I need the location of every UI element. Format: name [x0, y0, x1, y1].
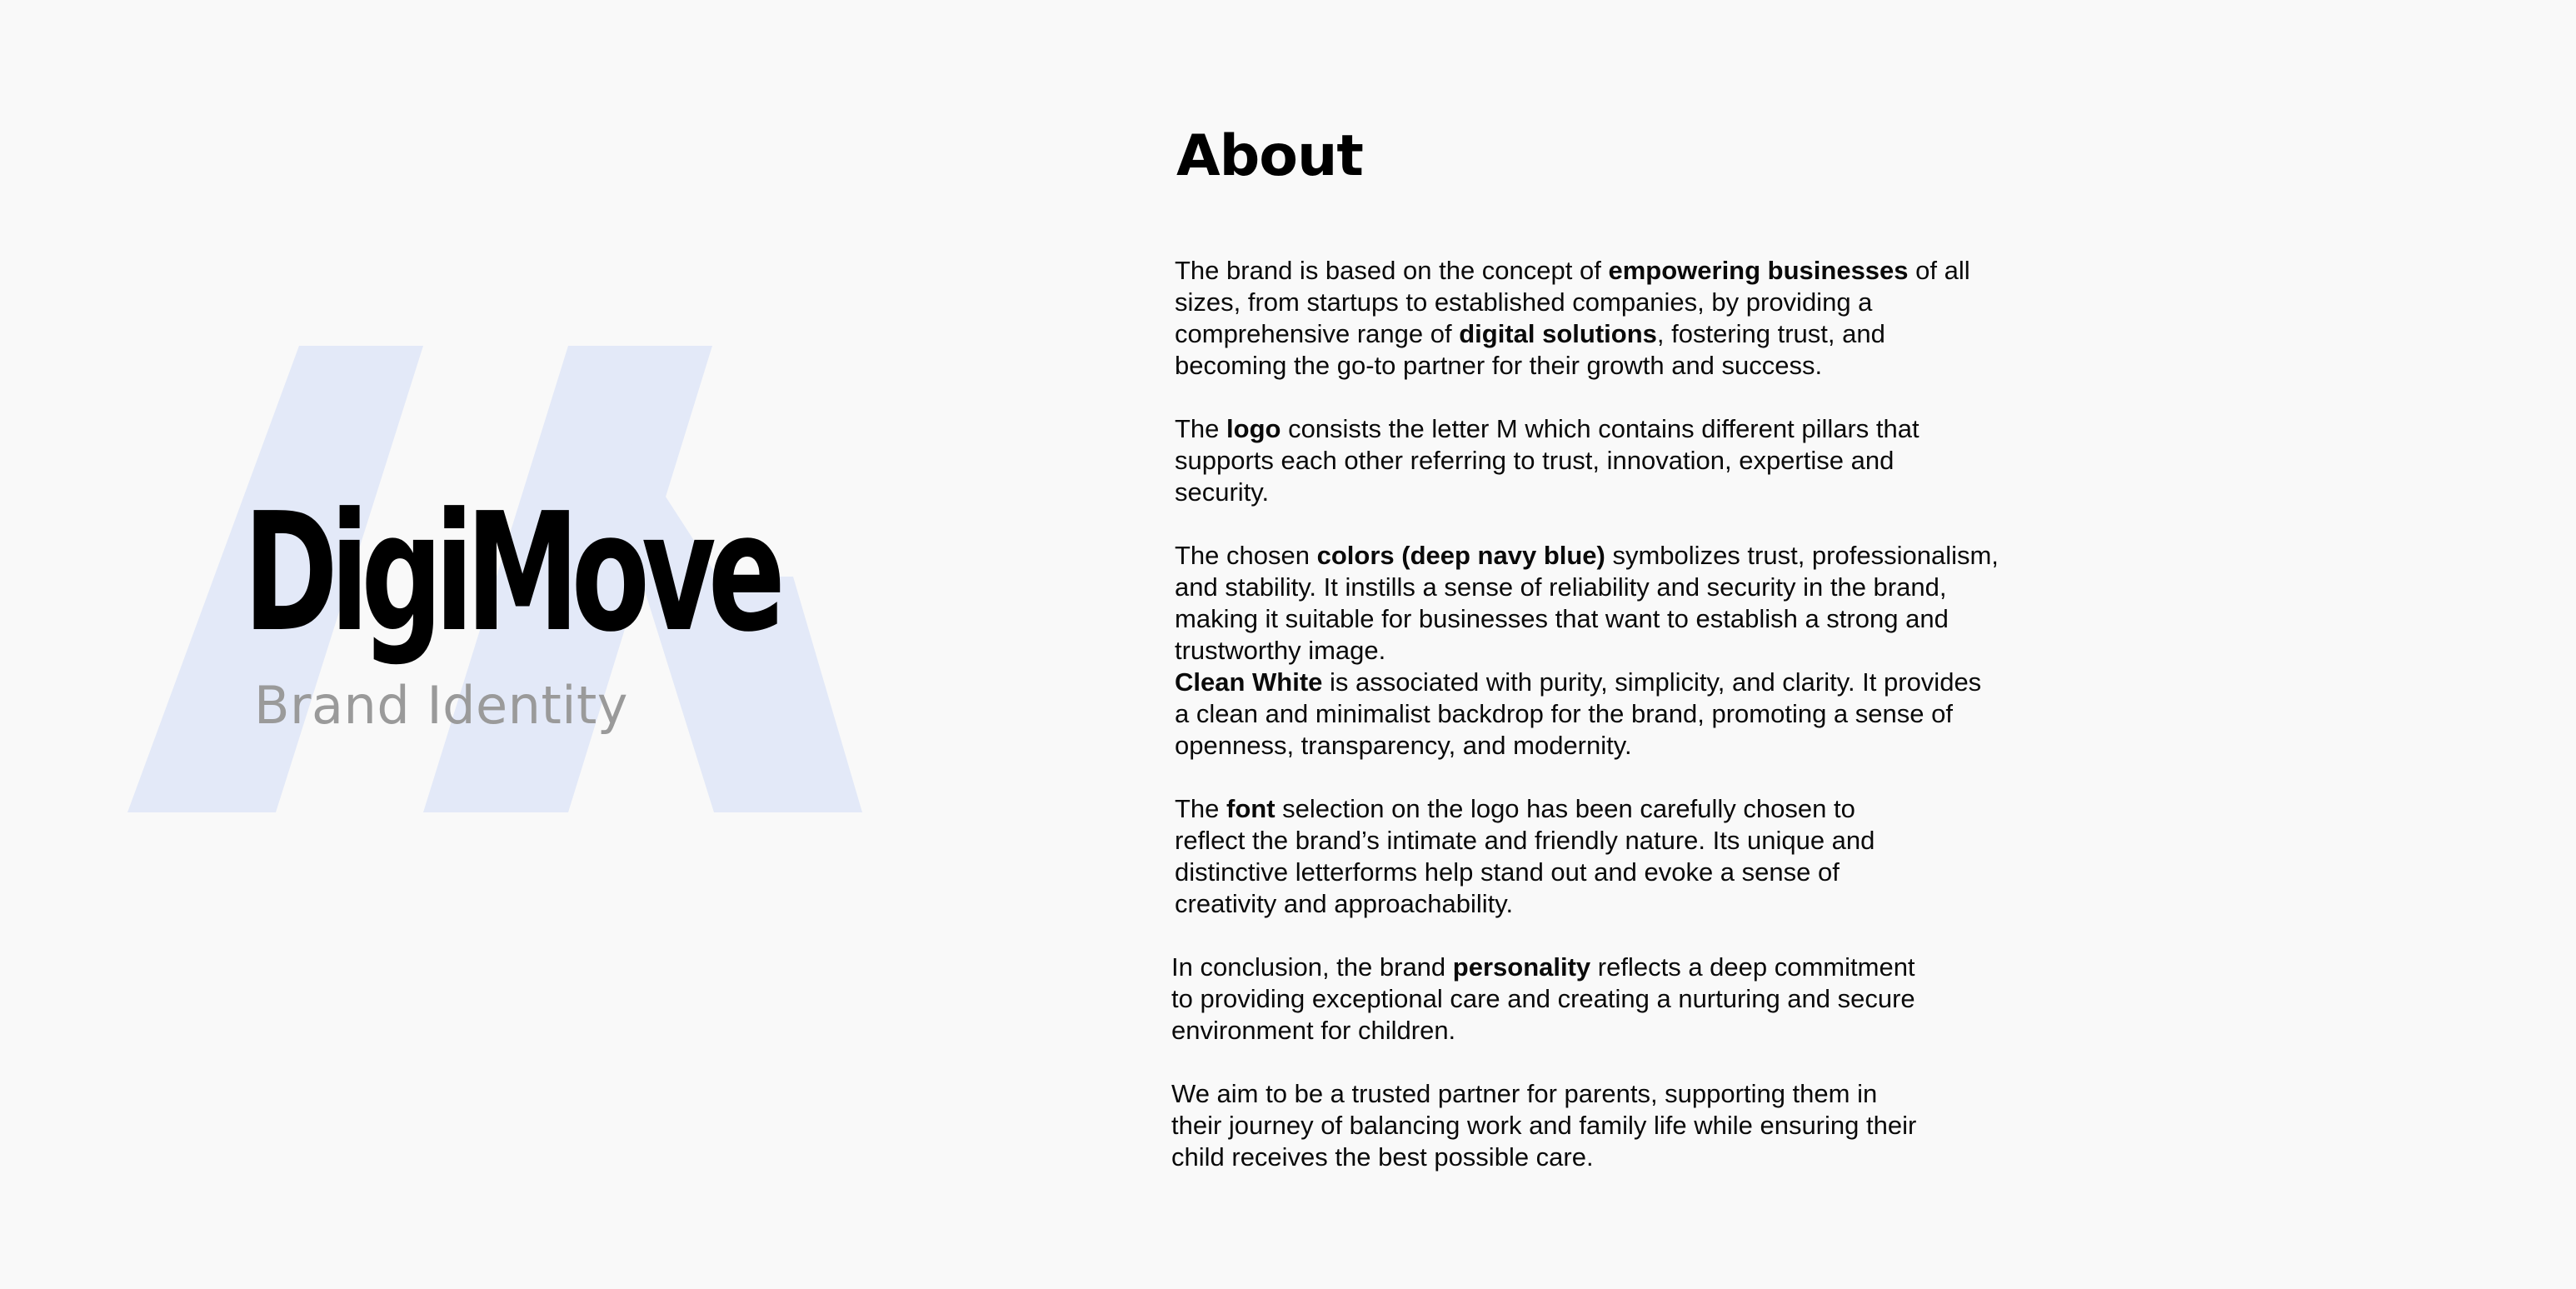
about-line	[1175, 540, 2091, 572]
about-body	[1171, 255, 2091, 1173]
about-emphasis: Clean White	[1175, 667, 1323, 697]
about-line	[1175, 255, 2091, 287]
about-text: making it suitable for businesses that want to establish a strong and	[1175, 604, 1949, 633]
about-text: sizes, from startups to established companies, by providing a	[1175, 287, 1873, 317]
about-text: creativity and approachability.	[1175, 889, 1514, 918]
about-section	[1171, 122, 2091, 1173]
about-text: reflects a deep commitment	[1590, 952, 1915, 982]
about-text: The	[1175, 794, 1227, 823]
about-text: security.	[1175, 477, 1270, 507]
about-emphasis: font	[1226, 794, 1276, 823]
about-text: , fostering trust, and	[1656, 319, 1885, 348]
about-text: their journey of balancing work and family life while ensuring their	[1171, 1111, 1917, 1140]
brand-name: DigiMove	[243, 478, 778, 668]
about-line	[1175, 287, 2091, 318]
about-line	[1175, 667, 2091, 698]
about-line	[1175, 318, 2091, 350]
about-text: environment for children.	[1171, 1016, 1456, 1045]
about-text: distinctive letterforms help stand out and evoke a sense of	[1175, 857, 1840, 887]
about-line	[1171, 1142, 2091, 1173]
about-text: openness, transparency, and modernity.	[1175, 731, 1632, 760]
about-paragraph	[1175, 255, 2091, 382]
about-line	[1171, 952, 2091, 983]
about-text: is associated with purity, simplicity, and clarity. It provides	[1322, 667, 1982, 697]
about-text: The brand is based on the concept of	[1175, 256, 1609, 285]
about-text: becoming the go-to partner for their growth and success.	[1175, 351, 1823, 380]
about-text: consists the letter M which contains different pillars that	[1281, 414, 1920, 443]
about-emphasis: digital solutions	[1459, 319, 1657, 348]
about-paragraph	[1171, 1078, 2091, 1173]
about-text: comprehensive range of	[1175, 319, 1460, 348]
about-text: and stability. It instills a sense of reliability and security in the brand,	[1175, 572, 1947, 602]
about-line	[1175, 825, 2091, 857]
about-line	[1175, 857, 2091, 888]
about-text: The chosen	[1175, 541, 1317, 570]
about-text: child receives the best possible care.	[1171, 1142, 1594, 1172]
about-line	[1175, 635, 2091, 667]
about-line	[1175, 445, 2091, 477]
about-text: reflect the brand’s intimate and friendly nature. Its unique and	[1175, 826, 1875, 855]
about-text: symbolizes trust, professionalism,	[1605, 541, 1999, 570]
about-text: a clean and minimalist backdrop for the brand, promoting a sense of	[1175, 699, 1953, 728]
about-text: The	[1175, 414, 1227, 443]
about-line	[1175, 888, 2091, 920]
about-line	[1175, 477, 2091, 508]
about-paragraph	[1175, 413, 2091, 508]
about-line	[1171, 1015, 2091, 1047]
about-line	[1175, 572, 2091, 603]
about-text: to providing exceptional care and creating a nurturing and secure	[1171, 984, 1915, 1013]
about-emphasis: colors (deep navy blue)	[1316, 541, 1605, 570]
about-line	[1175, 413, 2091, 445]
about-line	[1175, 350, 2091, 382]
about-text: supports each other referring to trust, innovation, expertise and	[1175, 446, 1895, 475]
about-line	[1171, 1078, 2091, 1110]
about-paragraph	[1175, 540, 2091, 762]
brand-panel	[0, 0, 1000, 1289]
about-title: About	[1176, 123, 1363, 189]
about-text: We aim to be a trusted partner for parents, supporting them in	[1171, 1079, 1878, 1108]
about-text: of all	[1908, 256, 1970, 285]
about-text: In conclusion, the brand	[1171, 952, 1453, 982]
about-line	[1175, 603, 2091, 635]
brand-subtitle: Brand Identity	[254, 675, 628, 736]
about-text: selection on the logo has been carefully chosen to	[1275, 794, 1855, 823]
about-line	[1175, 793, 2091, 825]
about-paragraph	[1171, 952, 2091, 1047]
about-emphasis: personality	[1452, 952, 1591, 982]
about-line	[1175, 698, 2091, 730]
about-text: trustworthy image.	[1175, 636, 1386, 665]
about-emphasis: logo	[1226, 414, 1281, 443]
about-line	[1175, 730, 2091, 762]
about-line	[1171, 983, 2091, 1015]
about-line	[1171, 1110, 2091, 1142]
about-paragraph	[1175, 793, 2091, 920]
about-emphasis: empowering businesses	[1608, 256, 1909, 285]
